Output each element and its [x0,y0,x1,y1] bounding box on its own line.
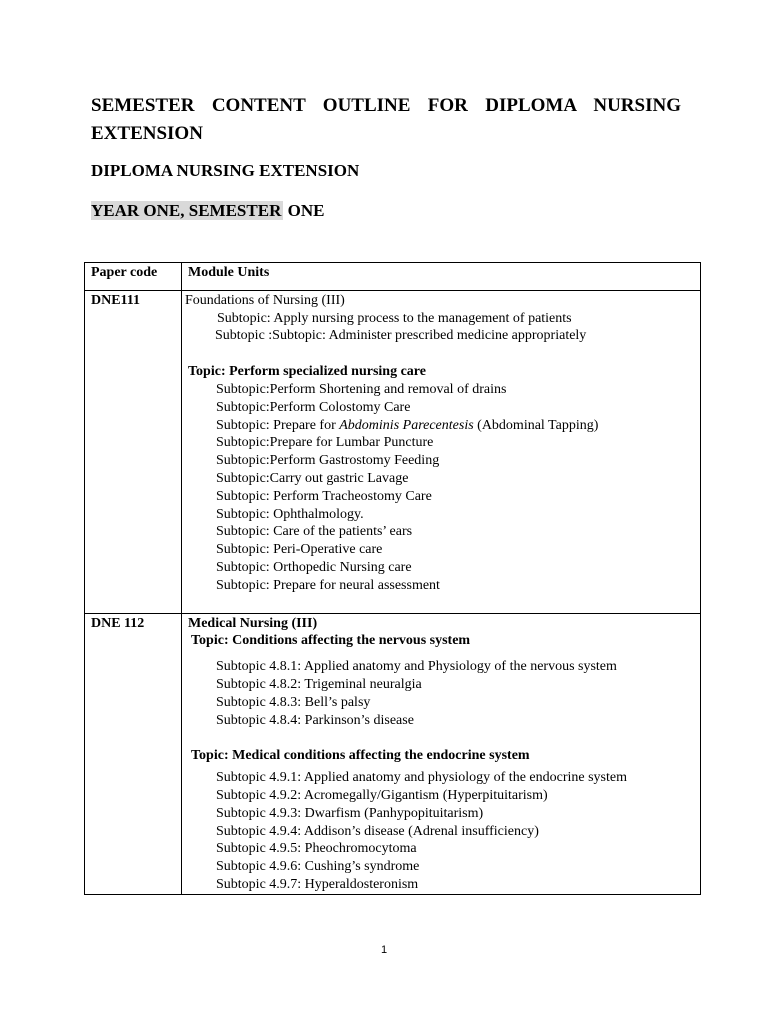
list-item: Subtopic 4.8.4: Parkinson’s disease [216,712,414,728]
list-item: Subtopic :Subtopic: Administer prescribed medicine appropriately [215,328,587,344]
table-row [85,613,701,894]
header-module-units [182,263,701,291]
list-item: Subtopic: Care of the patients’ ears [216,524,413,540]
list-item: Subtopic: Perform Tracheostomy Care [216,488,432,504]
module-name: Foundations of Nursing (III) [185,292,345,308]
topic-heading: Topic: Conditions affecting the nervous system [191,633,471,649]
module-name: Medical Nursing (III) [188,615,318,631]
list-item: Subtopic 4.9.7: Hyperaldosteronism [216,876,419,892]
module-units-cell [182,290,701,613]
list-item: Subtopic: Peri-Operative care [216,542,383,558]
list-item [182,417,700,435]
list-item: Subtopic 4.9.6: Cushing’s syndrome [216,859,420,875]
topic-heading: Topic: Perform specialized nursing care [188,364,426,380]
list-item: Subtopic 4.8.1: Applied anatomy and Physiology of the nervous system [216,659,617,675]
paper-code: DNE111 [85,290,182,613]
list-item: Subtopic 4.8.2: Trigeminal neuralgia [216,676,422,692]
highlighted-text: YEAR ONE, SEMESTER [91,201,282,220]
list-item: Subtopic:Carry out gastric Lavage [216,470,409,486]
list-item-prefix: Subtopic: Prepare for [216,417,340,433]
list-item: Subtopic 4.9.3: Dwarfism (Panhypopituitarism) [216,805,484,821]
header-module-units-label: Module Units [188,265,270,280]
list-item: Subtopic 4.9.4: Addison’s disease (Adrenal insufficiency) [216,823,539,839]
document-title: SEMESTER CONTENT OUTLINE FOR DIPLOMA NURSING EXTENSION [91,95,681,144]
paper-code: DNE 112 [85,613,182,894]
list-item: Subtopic:Perform Colostomy Care [216,399,411,415]
list-item: Subtopic 4.9.5: Pheochromocytoma [216,841,417,857]
year-semester-rest: ONE [283,201,325,220]
table-header-row [85,263,701,291]
document-subtitle: DIPLOMA NURSING EXTENSION [91,161,360,180]
list-item: Subtopic:Prepare for Lumbar Puncture [216,435,434,451]
list-item: Subtopic 4.8.3: Bell’s palsy [216,694,371,710]
list-item: Subtopic: Ophthalmology. [216,506,364,522]
table-row [85,290,701,613]
module-units-cell [182,613,701,894]
content-outline-table [84,262,701,895]
year-semester-heading [91,200,324,222]
list-item: Subtopic: Prepare for neural assessment [216,577,440,593]
list-item: Subtopic: Orthopedic Nursing care [216,559,412,575]
list-item: Subtopic:Perform Gastrostomy Feeding [216,453,440,469]
list-item: Subtopic: Apply nursing process to the management of patients [217,310,572,326]
page-number: 1 [380,944,388,956]
header-paper-code: Paper code [85,263,182,291]
list-item: Subtopic:Perform Shortening and removal of drains [216,381,507,397]
italic-term: Abdominis Parecentesis [339,417,474,433]
list-item-suffix: (Abdominal Tapping) [473,417,599,433]
topic-heading: Topic: Medical conditions affecting the endocrine system [191,748,530,764]
list-item: Subtopic 4.9.2: Acromegally/Gigantism (Hyperpituitarism) [216,787,548,803]
list-item: Subtopic 4.9.1: Applied anatomy and physiology of the endocrine system [216,770,627,786]
